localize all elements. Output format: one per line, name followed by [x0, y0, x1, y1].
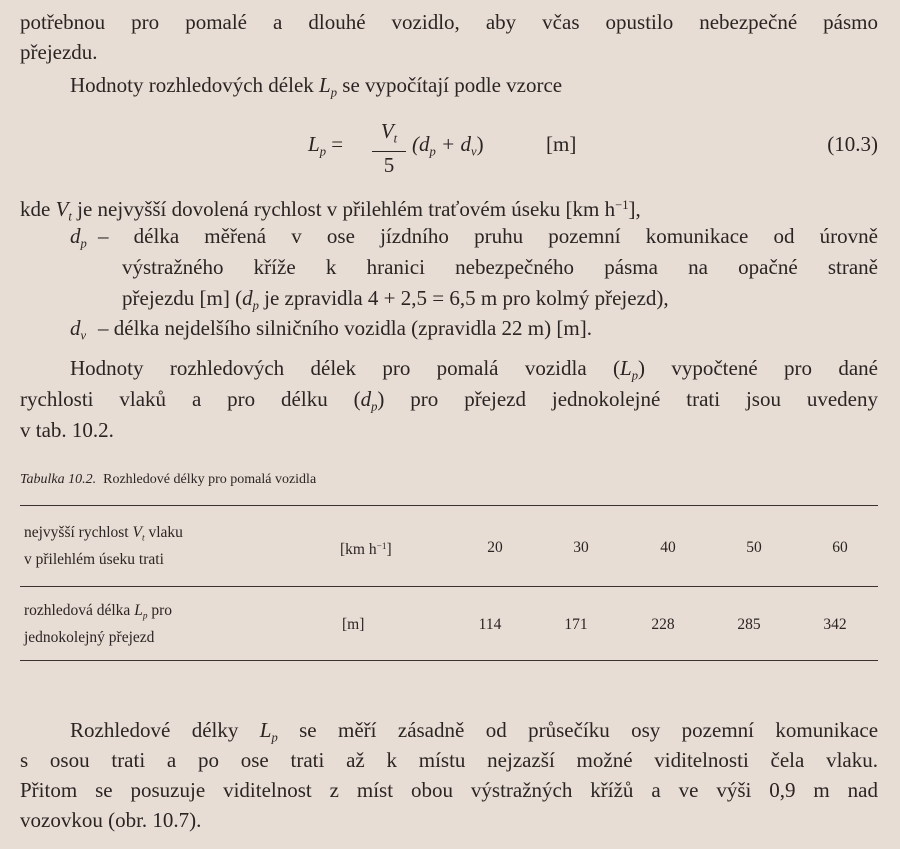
table-caption: Tabulka 10.2. Rozhledové délky pro pomalá vozidla: [20, 472, 317, 487]
para3-line-3: Přitom se posuzuje viditelnost z míst obou výstražných křížů a ve výši 0,9 m nad: [20, 778, 878, 802]
formula-lhs: $L_p$ =: [308, 132, 344, 159]
para3-line-2: s osou trati a po ose trati až k místu nejzazší možné viditelnosti čela vlaku.: [20, 748, 878, 772]
table-distance-cell: 342: [823, 616, 847, 633]
definition-dv-symbol: $d_v$: [70, 316, 87, 343]
table-bottom-rule: [20, 660, 878, 661]
table-distance-cell: 171: [564, 616, 588, 633]
definition-dp-line-3: přejezdu [m] ($d_p$ je zpravidla 4 + 2,5 = 6,5 m pro kolmý přejezd),: [122, 286, 669, 313]
definition-dv-text: – délka nejdelšího silničního vozidla (zpravidla 22 m) [m].: [98, 316, 592, 340]
para2-line-3: v tab. 10.2.: [20, 418, 114, 442]
table-speed-cell: 30: [573, 539, 589, 556]
definition-dp-symbol: $d_p$: [70, 224, 87, 251]
definition-dp-line-1: – délka měřená v ose jízdního pruhu pozemní komunikace od úrovně: [98, 224, 878, 248]
formula-unit: [m]: [546, 132, 577, 156]
table-distance-cell: 114: [478, 616, 502, 633]
equation-number: (10.3): [827, 132, 878, 156]
table-row1-unit: [km $h^{-1}$]: [340, 541, 392, 559]
table-speed-cell: 60: [832, 539, 848, 556]
para3-line-1: Rozhledové délky $L_p$ se měří zásadně od průsečíku osy pozemní komunikace: [70, 718, 879, 745]
table-speed-cell: 40: [660, 539, 676, 556]
formula-fraction: $\frac{V_t}{5}$: [372, 118, 406, 178]
table-middle-rule: [20, 586, 878, 587]
table-distance-cell: 228: [651, 616, 675, 633]
intro-line-1: potřebnou pro pomalé a dlouhé vozidlo, aby včas opustilo nebezpečné pásmo: [20, 10, 878, 34]
definition-vt: kde $V_t$ je nejvyšší dovolená rychlost v přilehlém traťovém úseku [km $h^{-1}$],: [20, 196, 641, 224]
table-distance-cell: 285: [737, 616, 761, 633]
formula-rhs: $(d_p + d_v)$: [412, 132, 484, 159]
table-top-rule: [20, 505, 878, 506]
para3-line-4: vozovkou (obr. 10.7).: [20, 808, 202, 832]
table-speed-cell: 50: [746, 539, 762, 556]
para2-line-2: rychlosti vlaků a pro délku $(d_p)$ pro přejezd jednokolejné trati jsou uvedeny: [20, 387, 879, 414]
para2-line-1: Hodnoty rozhledových délek pro pomalá vozidla $(L_p)$ vypočtené pro dané: [70, 356, 878, 383]
formula-intro: Hodnoty rozhledových délek $L_p$ se vypočítají podle vzorce: [70, 73, 563, 100]
intro-line-2: přejezdu.: [20, 40, 98, 64]
table-row2-header: rozhledová délka $L_p$ pro jednokolejný přejezd: [24, 602, 173, 647]
table-speed-cell: 20: [487, 539, 503, 556]
formula-10-3: [300, 118, 600, 178]
table-row1-header: nejvyšší rychlost $V_t$ vlaku v přilehlém úseku trati: [24, 524, 183, 569]
definition-dp-line-2: výstražného kříže k hranici nebezpečného pásma na opačné straně: [122, 255, 878, 279]
table-row2-unit: [m]: [342, 616, 365, 633]
